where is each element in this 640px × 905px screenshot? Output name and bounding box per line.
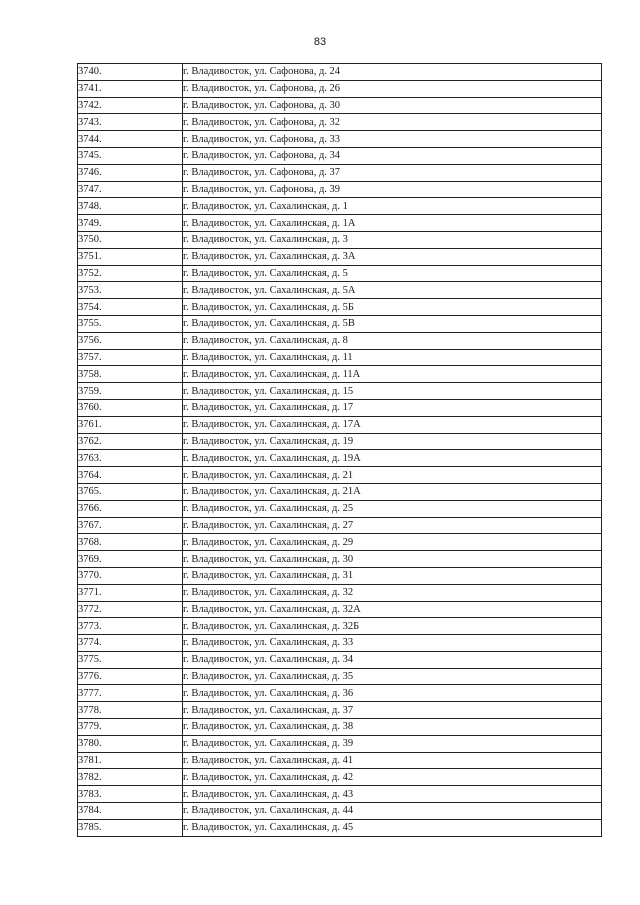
table-row xyxy=(78,416,602,433)
row-number-cell: 3779. xyxy=(78,719,183,736)
table-row xyxy=(78,231,602,248)
row-number-cell: 3767. xyxy=(78,517,183,534)
address-cell: г. Владивосток, ул. Сафонова, д. 30 xyxy=(183,97,602,114)
row-number-cell: 3776. xyxy=(78,668,183,685)
table-row xyxy=(78,198,602,215)
address-cell: г. Владивосток, ул. Сахалинская, д. 32 xyxy=(183,584,602,601)
row-number-cell: 3784. xyxy=(78,803,183,820)
row-number-cell: 3780. xyxy=(78,735,183,752)
table-row xyxy=(78,769,602,786)
table-row xyxy=(78,265,602,282)
row-number-cell: 3750. xyxy=(78,231,183,248)
address-cell: г. Владивосток, ул. Сахалинская, д. 5В xyxy=(183,315,602,332)
address-cell: г. Владивосток, ул. Сахалинская, д. 37 xyxy=(183,702,602,719)
row-number-cell: 3761. xyxy=(78,416,183,433)
address-cell: г. Владивосток, ул. Сафонова, д. 26 xyxy=(183,80,602,97)
address-table xyxy=(77,63,602,837)
address-cell: г. Владивосток, ул. Сахалинская, д. 36 xyxy=(183,685,602,702)
row-number-cell: 3785. xyxy=(78,819,183,836)
address-cell: г. Владивосток, ул. Сахалинская, д. 11А xyxy=(183,366,602,383)
address-cell: г. Владивосток, ул. Сафонова, д. 34 xyxy=(183,147,602,164)
table-row xyxy=(78,534,602,551)
table-row xyxy=(78,147,602,164)
table-row xyxy=(78,786,602,803)
row-number-cell: 3774. xyxy=(78,635,183,652)
table-row xyxy=(78,803,602,820)
table-row xyxy=(78,164,602,181)
row-number-cell: 3759. xyxy=(78,383,183,400)
table-row xyxy=(78,282,602,299)
row-number-cell: 3741. xyxy=(78,80,183,97)
address-cell: г. Владивосток, ул. Сахалинская, д. 3А xyxy=(183,248,602,265)
address-cell: г. Владивосток, ул. Сахалинская, д. 5 xyxy=(183,265,602,282)
table-row xyxy=(78,181,602,198)
address-cell: г. Владивосток, ул. Сахалинская, д. 3 xyxy=(183,231,602,248)
table-row xyxy=(78,483,602,500)
row-number-cell: 3771. xyxy=(78,584,183,601)
table-row xyxy=(78,366,602,383)
address-cell: г. Владивосток, ул. Сафонова, д. 32 xyxy=(183,114,602,131)
table-row xyxy=(78,399,602,416)
table-row xyxy=(78,517,602,534)
row-number-cell: 3777. xyxy=(78,685,183,702)
table-row xyxy=(78,500,602,517)
row-number-cell: 3769. xyxy=(78,551,183,568)
row-number-cell: 3756. xyxy=(78,332,183,349)
page-number: 83 xyxy=(313,36,327,48)
table-row xyxy=(78,64,602,81)
table-row xyxy=(78,349,602,366)
address-cell: г. Владивосток, ул. Сахалинская, д. 25 xyxy=(183,500,602,517)
row-number-cell: 3757. xyxy=(78,349,183,366)
address-cell: г. Владивосток, ул. Сахалинская, д. 44 xyxy=(183,803,602,820)
table-row xyxy=(78,332,602,349)
address-cell: г. Владивосток, ул. Сахалинская, д. 29 xyxy=(183,534,602,551)
row-number-cell: 3768. xyxy=(78,534,183,551)
row-number-cell: 3770. xyxy=(78,567,183,584)
address-cell: г. Владивосток, ул. Сахалинская, д. 32Б xyxy=(183,618,602,635)
address-cell: г. Владивосток, ул. Сахалинская, д. 32А xyxy=(183,601,602,618)
row-number-cell: 3745. xyxy=(78,147,183,164)
table-row xyxy=(78,635,602,652)
address-cell: г. Владивосток, ул. Сахалинская, д. 1А xyxy=(183,215,602,232)
address-cell: г. Владивосток, ул. Сахалинская, д. 5А xyxy=(183,282,602,299)
address-cell: г. Владивосток, ул. Сахалинская, д. 17 xyxy=(183,399,602,416)
row-number-cell: 3748. xyxy=(78,198,183,215)
row-number-cell: 3775. xyxy=(78,651,183,668)
table-row xyxy=(78,551,602,568)
table-row xyxy=(78,215,602,232)
address-cell: г. Владивосток, ул. Сахалинская, д. 8 xyxy=(183,332,602,349)
row-number-cell: 3749. xyxy=(78,215,183,232)
row-number-cell: 3763. xyxy=(78,450,183,467)
row-number-cell: 3760. xyxy=(78,399,183,416)
address-cell: г. Владивосток, ул. Сахалинская, д. 19А xyxy=(183,450,602,467)
table-row xyxy=(78,383,602,400)
address-cell: г. Владивосток, ул. Сафонова, д. 39 xyxy=(183,181,602,198)
address-table-body xyxy=(78,64,602,837)
table-row xyxy=(78,618,602,635)
table-row xyxy=(78,601,602,618)
table-row xyxy=(78,450,602,467)
address-cell: г. Владивосток, ул. Сахалинская, д. 42 xyxy=(183,769,602,786)
table-row xyxy=(78,433,602,450)
address-cell: г. Владивосток, ул. Сахалинская, д. 30 xyxy=(183,551,602,568)
table-row xyxy=(78,719,602,736)
table-row xyxy=(78,299,602,316)
row-number-cell: 3744. xyxy=(78,131,183,148)
row-number-cell: 3781. xyxy=(78,752,183,769)
table-row xyxy=(78,131,602,148)
row-number-cell: 3765. xyxy=(78,483,183,500)
row-number-cell: 3746. xyxy=(78,164,183,181)
row-number-cell: 3773. xyxy=(78,618,183,635)
address-cell: г. Владивосток, ул. Сахалинская, д. 33 xyxy=(183,635,602,652)
address-cell: г. Владивосток, ул. Сахалинская, д. 45 xyxy=(183,819,602,836)
row-number-cell: 3778. xyxy=(78,702,183,719)
row-number-cell: 3783. xyxy=(78,786,183,803)
row-number-cell: 3743. xyxy=(78,114,183,131)
address-cell: г. Владивосток, ул. Сахалинская, д. 34 xyxy=(183,651,602,668)
row-number-cell: 3762. xyxy=(78,433,183,450)
table-row xyxy=(78,248,602,265)
table-row xyxy=(78,819,602,836)
row-number-cell: 3772. xyxy=(78,601,183,618)
table-row xyxy=(78,735,602,752)
row-number-cell: 3747. xyxy=(78,181,183,198)
table-row xyxy=(78,752,602,769)
row-number-cell: 3755. xyxy=(78,315,183,332)
address-cell: г. Владивосток, ул. Сахалинская, д. 1 xyxy=(183,198,602,215)
address-cell: г. Владивосток, ул. Сахалинская, д. 39 xyxy=(183,735,602,752)
row-number-cell: 3758. xyxy=(78,366,183,383)
row-number-cell: 3753. xyxy=(78,282,183,299)
address-cell: г. Владивосток, ул. Сахалинская, д. 17А xyxy=(183,416,602,433)
address-cell: г. Владивосток, ул. Сахалинская, д. 27 xyxy=(183,517,602,534)
address-cell: г. Владивосток, ул. Сахалинская, д. 19 xyxy=(183,433,602,450)
row-number-cell: 3766. xyxy=(78,500,183,517)
table-row xyxy=(78,114,602,131)
address-cell: г. Владивосток, ул. Сафонова, д. 37 xyxy=(183,164,602,181)
address-cell: г. Владивосток, ул. Сахалинская, д. 41 xyxy=(183,752,602,769)
row-number-cell: 3751. xyxy=(78,248,183,265)
address-cell: г. Владивосток, ул. Сахалинская, д. 15 xyxy=(183,383,602,400)
row-number-cell: 3782. xyxy=(78,769,183,786)
table-row xyxy=(78,97,602,114)
table-row xyxy=(78,584,602,601)
address-cell: г. Владивосток, ул. Сахалинская, д. 5Б xyxy=(183,299,602,316)
row-number-cell: 3742. xyxy=(78,97,183,114)
table-row xyxy=(78,80,602,97)
row-number-cell: 3764. xyxy=(78,467,183,484)
address-cell: г. Владивосток, ул. Сахалинская, д. 11 xyxy=(183,349,602,366)
table-row xyxy=(78,467,602,484)
row-number-cell: 3754. xyxy=(78,299,183,316)
table-row xyxy=(78,651,602,668)
address-cell: г. Владивосток, ул. Сахалинская, д. 35 xyxy=(183,668,602,685)
address-cell: г. Владивосток, ул. Сафонова, д. 33 xyxy=(183,131,602,148)
address-cell: г. Владивосток, ул. Сахалинская, д. 43 xyxy=(183,786,602,803)
row-number-cell: 3752. xyxy=(78,265,183,282)
row-number-cell: 3740. xyxy=(78,64,183,81)
table-row xyxy=(78,315,602,332)
address-cell: г. Владивосток, ул. Сахалинская, д. 21 xyxy=(183,467,602,484)
table-row xyxy=(78,685,602,702)
table-row xyxy=(78,702,602,719)
address-cell: г. Владивосток, ул. Сафонова, д. 24 xyxy=(183,64,602,81)
address-cell: г. Владивосток, ул. Сахалинская, д. 31 xyxy=(183,567,602,584)
address-cell: г. Владивосток, ул. Сахалинская, д. 38 xyxy=(183,719,602,736)
address-cell: г. Владивосток, ул. Сахалинская, д. 21А xyxy=(183,483,602,500)
table-row xyxy=(78,668,602,685)
table-row xyxy=(78,567,602,584)
